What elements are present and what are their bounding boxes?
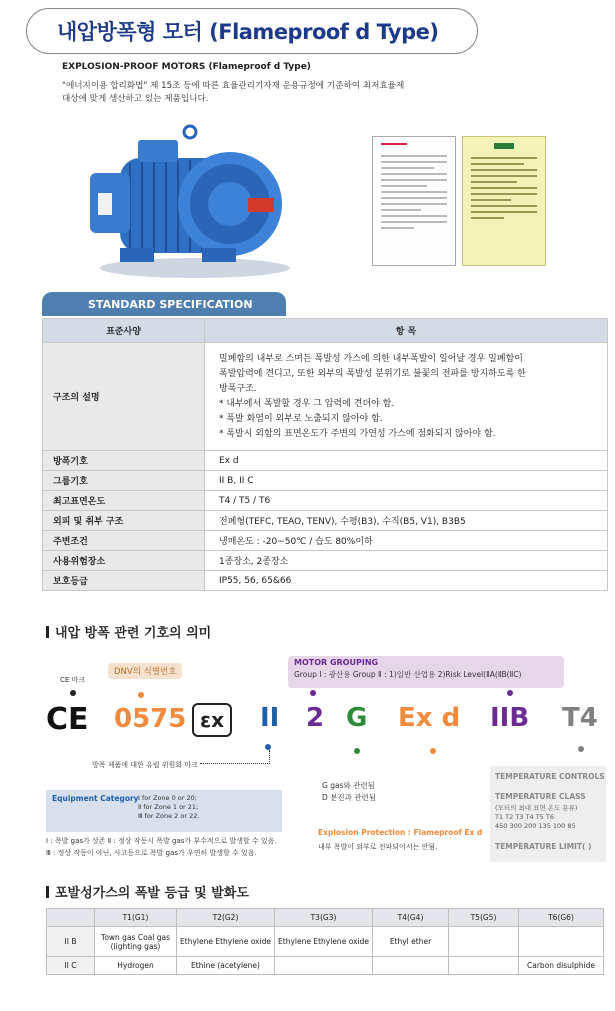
spec-header-key: 표준사양 xyxy=(43,319,205,343)
structure-line: * 폭발 화염이 외부로 노출되지 않아야 함. xyxy=(219,413,383,424)
connector-dot xyxy=(265,744,271,750)
gas-cell xyxy=(275,957,373,975)
group-ii-symbol: II xyxy=(260,703,280,733)
spec-value: IP55, 56, 65&66 xyxy=(205,571,608,591)
gas-header-cell: T2(G2) xyxy=(177,909,275,927)
category-symbol: 2 xyxy=(306,703,325,733)
exd-symbol: Ex d xyxy=(398,703,461,733)
temp-class: TEMPERATURE CLASS xyxy=(495,792,586,801)
gas-cell: Carbon disulphide xyxy=(519,957,604,975)
gas-header-cell: T1(G1) xyxy=(95,909,177,927)
spec-header-value: 항 목 xyxy=(205,319,608,343)
spec-row xyxy=(43,471,608,491)
page-title: 내압방폭형 모터 (Flameproof d Type) xyxy=(57,20,439,44)
spec-key: 주변조건 xyxy=(43,531,205,551)
temp-row: 450 300 200 135 100 85 xyxy=(495,822,576,830)
eq-line: Ⅲ for Zone 2 or 22. xyxy=(138,812,200,820)
dnv-label: DNV의 식별번호 xyxy=(108,663,182,679)
spec-key: 외피 및 취부 구조 xyxy=(43,511,205,531)
ex-hexagon-symbol: εx xyxy=(192,703,232,737)
equipment-category-list xyxy=(138,794,199,821)
spec-row-structure xyxy=(43,343,608,451)
gas-header-cell xyxy=(47,909,95,927)
gas-cell: II C xyxy=(47,957,95,975)
gas-cell xyxy=(449,927,519,957)
note-line: Ⅲ : 정상 작동이 아닌, 사고등으로 폭발 gas가 우연히 발생할 수 있음. xyxy=(46,849,257,857)
gas-header-cell: T5(G5) xyxy=(449,909,519,927)
spec-value: 냉매온도 : -20~50℃ / 습도 80%이하 xyxy=(205,531,608,551)
spec-value: II B, II C xyxy=(205,471,608,491)
spec-table xyxy=(42,318,608,591)
gas-cell xyxy=(519,927,604,957)
structure-line: 폭발압력에 견디고, 또한 외부의 폭발성 분위기로 불꽃의 전파를 방지하도록 한 xyxy=(219,368,526,379)
spec-value: 1종장소, 2종장소 xyxy=(205,551,608,571)
structure-line: 방폭구조. xyxy=(219,383,257,394)
gas-header-row xyxy=(47,909,604,927)
gas-cell xyxy=(449,957,519,975)
connector-dot xyxy=(354,748,360,754)
explosion-protection-desc: 내부 폭발이 외부로 전파되어서는 안됨. xyxy=(318,843,438,851)
structure-line: * 폭발시 외함의 표면온도가 주변의 가연성 가스에 점화되지 않아야 함. xyxy=(219,428,496,439)
motor-grouping-box xyxy=(288,656,564,688)
structure-description xyxy=(205,343,608,451)
certificate-image-1 xyxy=(372,136,456,266)
gas-cell: Hydrogen xyxy=(95,957,177,975)
spec-value: Ex d xyxy=(205,451,608,471)
temperature-box xyxy=(490,766,606,862)
eq-line: I for Zone 0 or 20; xyxy=(138,794,197,802)
motor-grouping-title: MOTOR GROUPING xyxy=(294,658,379,667)
symbols-section-title: 내압 방폭 관련 기호의 의미 xyxy=(46,622,211,641)
motor-image xyxy=(90,118,310,288)
gas-header-cell: T3(G3) xyxy=(275,909,373,927)
spec-value: 전폐형(TEFC, TEAO, TENV), 수평(B3), 수직(B5, V1), B3B5 xyxy=(205,511,608,531)
gas-cell: II B xyxy=(47,927,95,957)
gas-header-cell: T4(G4) xyxy=(373,909,449,927)
spec-row xyxy=(43,451,608,471)
explosion-protection-title: Explosion Protection : Flameproof Ex d xyxy=(318,828,483,837)
temp-controls: TEMPERATURE CONTROLS xyxy=(495,772,605,781)
connector-dot xyxy=(138,692,144,698)
temp-limit: TEMPERATURE LIMIT( ) xyxy=(495,842,592,851)
connector-dot xyxy=(310,690,316,696)
connector-line xyxy=(269,750,270,764)
iib-symbol: IIB xyxy=(490,703,530,733)
gas-cell: Ethyl ether xyxy=(373,927,449,957)
description xyxy=(62,80,492,106)
temp-class-sub: (모터의 최대 표면 온도 분류) xyxy=(495,804,578,812)
spec-header-row xyxy=(43,319,608,343)
connector-dot xyxy=(430,748,436,754)
gas-symbol: G xyxy=(346,703,368,733)
gas-header-cell: T6(G6) xyxy=(519,909,604,927)
connector-dot xyxy=(507,690,513,696)
spec-key: 보호등급 xyxy=(43,571,205,591)
gas-row xyxy=(47,927,604,957)
gas-cell: Ethine (acetylene) xyxy=(177,957,275,975)
equipment-category-title: Equipment Category xyxy=(52,794,139,803)
spec-key: 그룹기호 xyxy=(43,471,205,491)
gas-cell: Ethylene Ethylene oxide xyxy=(275,927,373,957)
gas-table xyxy=(46,908,604,975)
ce-label: CE 마크 xyxy=(60,676,86,684)
spec-row xyxy=(43,571,608,591)
structure-line: * 내부에서 폭발할 경우 그 압력에 견뎌야 함. xyxy=(219,398,395,409)
spec-tab: STANDARD SPECIFICATION xyxy=(42,292,286,316)
subtitle: EXPLOSION-PROOF MOTORS (Flameproof d Type) xyxy=(62,62,311,72)
gas-cell: Ethylene Ethylene oxide xyxy=(177,927,275,957)
spec-value: T4 / T5 / T6 xyxy=(205,491,608,511)
gas-line: G gas와 관련됨 xyxy=(322,781,375,790)
motor-grouping-desc: Group Ⅰ : 광산용 Group Ⅱ : 1)일반 산업용 2)Risk Level(ⅡA(ⅡB(ⅡC) xyxy=(294,670,522,679)
certificate-image-2 xyxy=(462,136,546,266)
title-box xyxy=(26,8,478,54)
temp-row: T1 T2 T3 T4 T5 T6 xyxy=(495,813,554,821)
eq-line: Ⅱ for Zone 1 or 21; xyxy=(138,803,199,811)
spec-row xyxy=(43,491,608,511)
connector-dot xyxy=(70,690,76,696)
gas-section-title: 포발성가스의 폭발 등급 및 발화도 xyxy=(46,882,249,901)
connector-line xyxy=(200,763,270,764)
spec-key: 사용위험장소 xyxy=(43,551,205,571)
ex-mark-label: 방폭 제품에 대한 유럽 위원회 마크 xyxy=(92,761,198,769)
dnv-number: 0575 xyxy=(114,704,187,734)
spec-key: 최고표면온도 xyxy=(43,491,205,511)
ce-symbol: CE xyxy=(46,702,89,737)
t4-symbol: T4 xyxy=(562,703,598,733)
gas-cell: Town gas Coal gas (lighting gas) xyxy=(95,927,177,957)
note-line: Ⅰ : 폭발 gas가 상존 Ⅱ : 정상 작동시 폭발 gas가 부수적으로 발생할 수 있음. xyxy=(46,837,277,845)
spec-row xyxy=(43,511,608,531)
description-line: 대상에 맞게 생산하고 있는 제품입니다. xyxy=(62,94,209,104)
gas-row xyxy=(47,957,604,975)
spec-key: 방폭기호 xyxy=(43,451,205,471)
spec-row xyxy=(43,551,608,571)
gas-cell xyxy=(373,957,449,975)
equipment-category-box xyxy=(46,790,282,832)
dust-line: D 분진과 관련됨 xyxy=(322,793,377,802)
gas-dust-legend xyxy=(322,780,376,804)
connector-dot xyxy=(578,746,584,752)
spec-row xyxy=(43,531,608,551)
structure-line: 밀폐함의 내부로 스며든 폭발성 가스에 의한 내부폭발이 일어날 경우 밀폐함이 xyxy=(219,353,523,364)
description-line: "에너지이용 합리화법" 제 15조 등에 따른 효율관리기자재 운용규정에 기준하여 최저효율제 xyxy=(62,81,405,91)
spec-key: 구조의 설명 xyxy=(43,343,205,451)
